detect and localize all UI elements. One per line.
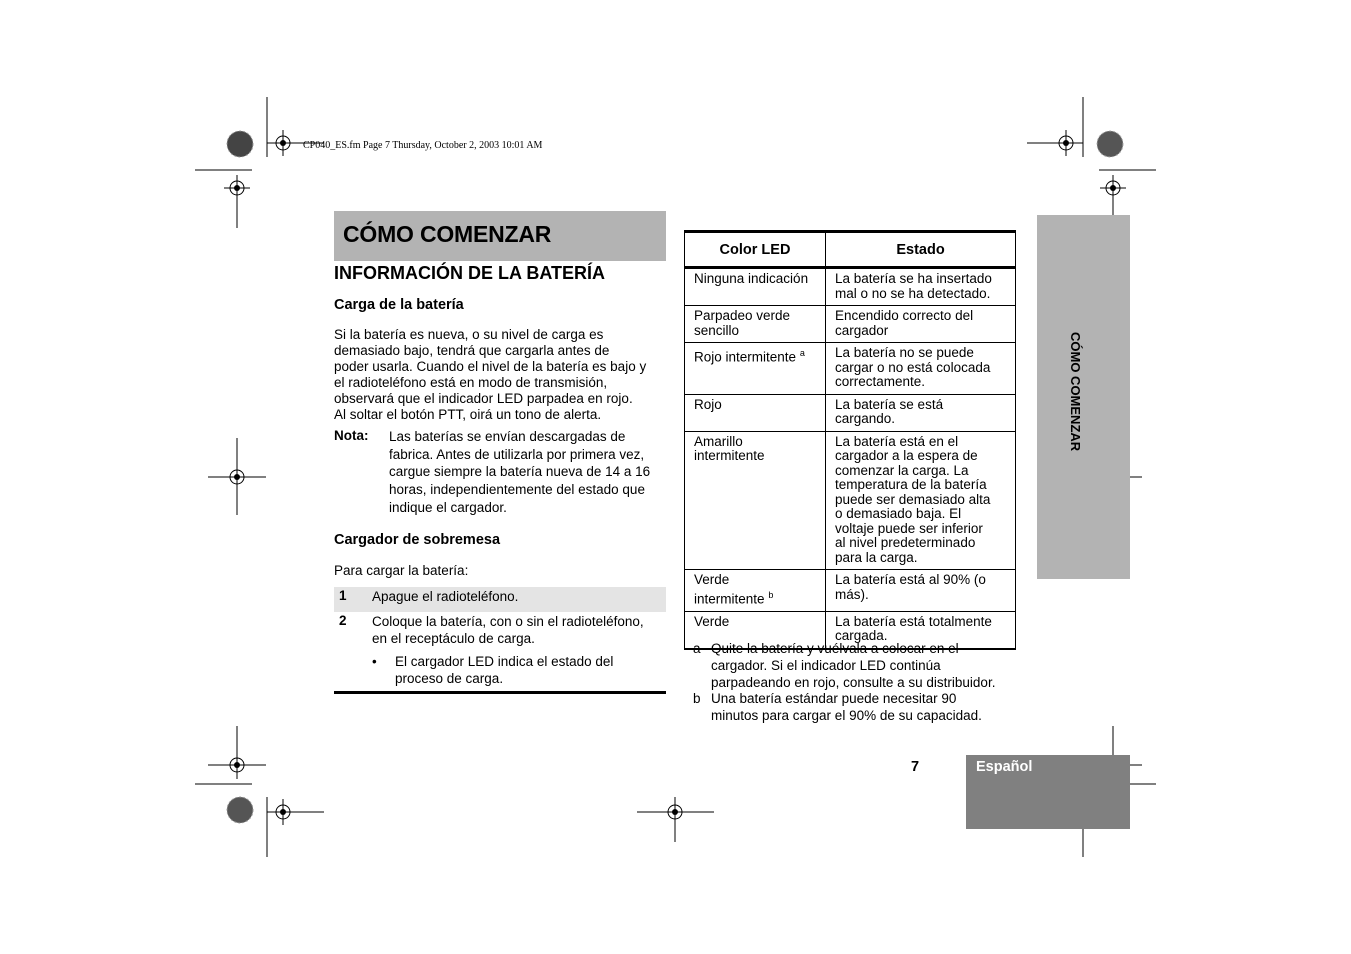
table-row <box>685 306 1016 343</box>
cell-estado <box>826 343 1016 395</box>
footnote-ref: a <box>799 348 805 358</box>
bullet-text-line: El cargador LED indica el estado del <box>395 654 614 669</box>
led-status-table <box>684 230 1016 650</box>
cell-line: más). <box>835 586 869 602</box>
cell-line: al nivel predeterminado <box>835 535 976 550</box>
step-1-row <box>334 587 666 612</box>
cell-line: sencillo <box>694 322 740 338</box>
footnote-line: parpadeando en rojo, consulte a su distribuidor. <box>711 675 996 690</box>
bullet-text <box>395 653 613 687</box>
footnote-mark: a <box>693 641 701 656</box>
cell-line: comenzar la carga. La <box>835 462 969 478</box>
cell-line: cargador a la espera de <box>835 448 978 463</box>
cell-line: La batería está en el <box>835 433 959 449</box>
note-text <box>389 428 667 517</box>
cell-color <box>685 394 826 431</box>
cell-line: correctamente. <box>835 374 926 389</box>
footnote-line: Quite la batería y vuélvala a colocar en el <box>711 641 959 656</box>
paragraph-1-line: poder usarla. Cuando el nivel de la batería es bajo y <box>334 359 647 374</box>
cell-line: o demasiado baja. El <box>835 506 962 521</box>
subheading-desktop-charger: Cargador de sobremesa <box>334 532 501 548</box>
language-tab <box>966 755 1130 829</box>
section-end-rule <box>334 691 666 694</box>
table-row <box>685 394 1016 431</box>
cell-line: intermitente <box>694 591 765 606</box>
footnote-line: Una batería estándar puede necesitar 90 <box>711 691 957 706</box>
cell-line: intermitente <box>694 448 765 463</box>
subheading-battery-charge: Carga de la batería <box>334 297 464 313</box>
side-tab-label: CÓMO COMENZAR <box>1068 332 1083 452</box>
cell-estado <box>826 431 1016 570</box>
footnote-text <box>711 640 995 691</box>
cell-line: Rojo <box>694 396 722 412</box>
cell-line: La batería está al 90% (o <box>835 572 986 587</box>
footnote-ref: b <box>768 589 774 600</box>
header-color-led: Color LED <box>685 232 826 268</box>
cell-line: cargada. <box>835 628 888 643</box>
step-2-row <box>334 613 666 688</box>
cell-line: Verde <box>694 572 730 587</box>
footnote-line: minutos para cargar el 90% de su capacidad. <box>711 708 982 723</box>
section-title-bar <box>334 211 666 261</box>
cell-line: puede ser demasiado alta <box>835 491 991 507</box>
cell-estado <box>826 306 1016 343</box>
cell-line: voltaje puede ser inferior <box>835 520 983 536</box>
paragraph-1-line: el radioteléfono está en modo de transmisión, <box>334 375 608 390</box>
cell-line: Verde <box>694 613 730 629</box>
cell-color <box>685 268 826 306</box>
cell-color <box>685 570 826 612</box>
table-row <box>685 431 1016 570</box>
footnote-mark: b <box>693 691 701 706</box>
cell-line: Encendido correcto del <box>835 308 974 323</box>
step-number: 1 <box>339 588 347 603</box>
cell-line: cargando. <box>835 411 896 426</box>
cell-estado <box>826 268 1016 306</box>
cell-line: La batería se ha insertado <box>835 271 992 286</box>
footnote-text <box>711 690 982 724</box>
cell-line: La batería se está <box>835 396 944 412</box>
cell-color <box>685 431 826 570</box>
cell-line: Ninguna indicación <box>694 271 809 286</box>
side-chapter-tab <box>1037 215 1130 579</box>
cell-estado <box>826 394 1016 431</box>
step-text: Apague el radioteléfono. <box>372 589 519 604</box>
paragraph-1-line: demasiado bajo, tendrá que cargarla antes de <box>334 343 610 358</box>
note-line: cargue siempre la batería nueva de 14 a 16 <box>389 464 651 480</box>
note-line: horas, independientemente del estado que <box>389 482 645 498</box>
step-number: 2 <box>339 613 347 628</box>
bullet-symbol: • <box>372 654 377 669</box>
section-title: CÓMO COMENZAR <box>343 221 552 247</box>
header-estado: Estado <box>826 232 1016 268</box>
note-line: fabrica. Antes de utilizarla por primera vez, <box>389 446 645 462</box>
note-label: Nota: <box>334 428 369 443</box>
note-line: Las baterías se envían descargadas de <box>389 429 626 444</box>
cell-line: La batería no se puede <box>835 345 974 360</box>
paragraph-1-line: Al soltar el botón PTT, oirá un tono de alerta. <box>334 407 602 422</box>
cell-line: mal o no se ha detectado. <box>835 285 991 301</box>
page-number: 7 <box>911 759 920 775</box>
step-text <box>372 613 644 647</box>
cell-line: cargador <box>835 322 889 338</box>
bullet-text-line: proceso de carga. <box>395 671 504 686</box>
step-text-line: Coloque la batería, con o sin el radioteléfono, <box>372 614 644 629</box>
footnote-line: cargador. Si el indicador LED continúa <box>711 658 941 673</box>
file-header: CP040_ES.fm Page 7 Thursday, October 2, 2003 10:01 AM <box>303 140 543 151</box>
cell-color <box>685 343 826 395</box>
cell-line: cargar o no está colocada <box>835 359 991 375</box>
table-row <box>685 268 1016 306</box>
cell-line: para la carga. <box>835 549 918 565</box>
paragraph-1-line: Si la batería es nueva, o su nivel de carga es <box>334 327 604 342</box>
cell-estado <box>826 570 1016 612</box>
table-row <box>685 570 1016 612</box>
cell-color <box>685 306 826 343</box>
paragraph-2: Para cargar la batería: <box>334 563 469 578</box>
cell-line: La batería está totalmente <box>835 613 992 629</box>
cell-line: Parpadeo verde <box>694 308 791 323</box>
step-text-line: en el receptáculo de carga. <box>372 631 535 646</box>
cell-line: Amarillo <box>694 433 743 449</box>
paragraph-1-line: observará que el indicador LED parpadea en rojo. <box>334 391 633 406</box>
paragraph-1 <box>334 327 666 423</box>
note-line: indique el cargador. <box>389 499 507 515</box>
cell-line: temperatura de la batería <box>835 477 987 492</box>
language-label: Español <box>976 759 1033 775</box>
cell-line: Rojo intermitente <box>694 349 797 365</box>
heading: INFORMACIÓN DE LA BATERÍA <box>334 263 605 283</box>
table-row <box>685 343 1016 395</box>
